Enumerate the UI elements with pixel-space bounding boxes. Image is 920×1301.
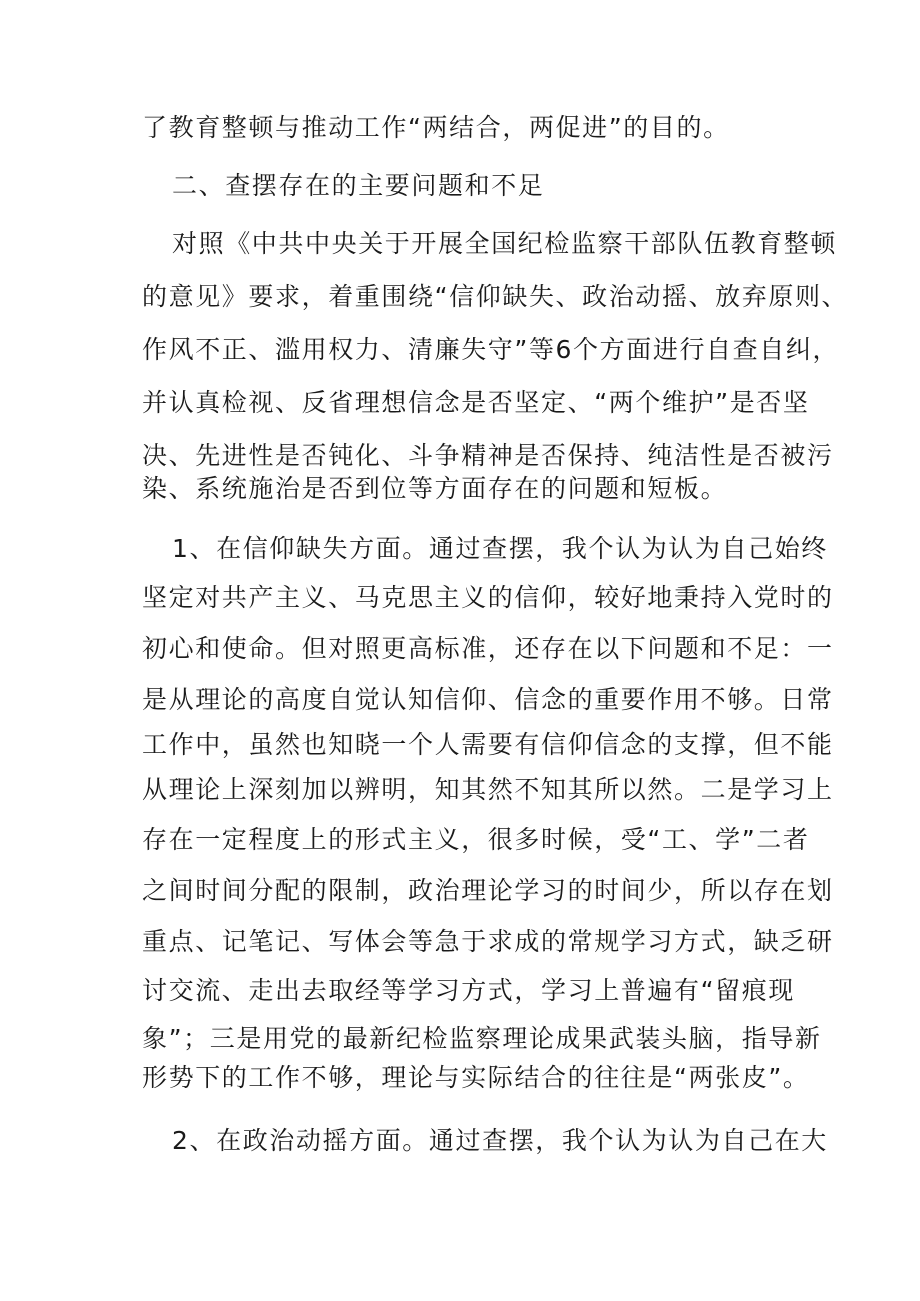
paragraph-line: 存在一定程度上的形式主义，很多时候，受“工、学”二者 xyxy=(142,825,810,854)
paragraph-line: 坚定对共产主义、马克思主义的信仰，较好地秉持入党时的 xyxy=(142,583,834,612)
paragraph-line: 2、在政治动摇方面。通过查摆，我个认为认为自己在大 xyxy=(172,1126,828,1155)
paragraph-line: 1、在信仰缺失方面。通过查摆，我个认为认为自己始终 xyxy=(172,534,828,563)
paragraph-line: 重点、记笔记、写体会等急于求成的常规学习方式，缺乏研 xyxy=(142,927,834,956)
paragraph-line: 象”；三是用党的最新纪检监察理论成果武装头脑，指导新 xyxy=(142,1024,822,1053)
section-heading: 二、查摆存在的主要问题和不足 xyxy=(172,171,545,200)
paragraph-line: 讨交流、走出去取经等学习方式，学习上普遍有“留痕现 xyxy=(142,976,795,1005)
paragraph-line: 初心和使命。但对照更高标准，还存在以下问题和不足：一 xyxy=(142,634,834,663)
paragraph-line: 作风不正、滥用权力、清廉失守”等6个方面进行自查自纠， xyxy=(142,335,840,364)
paragraph-line: 的意见》要求，着重围绕“信仰缺失、政治动摇、放弃原则、 xyxy=(142,282,849,311)
paragraph-line: 了教育整顿与推动工作“两结合，两促进”的目的。 xyxy=(142,113,730,142)
paragraph-line: 并认真检视、反省理想信念是否坚定、“两个维护”是否坚 xyxy=(142,388,810,417)
paragraph-line: 工作中，虽然也知晓一个人需要有信仰信念的支撑，但不能 xyxy=(142,730,834,759)
paragraph-line: 从理论上深刻加以辨明，知其然不知其所以然。二是学习上 xyxy=(142,775,834,804)
paragraph-line: 是从理论的高度自觉认知信仰、信念的重要作用不够。日常 xyxy=(142,685,834,714)
paragraph-line: 染、系统施治是否到位等方面存在的问题和短板。 xyxy=(142,474,728,503)
paragraph-line: 之间时间分配的限制，政治理论学习的时间少，所以存在划 xyxy=(142,876,834,905)
paragraph-line: 形势下的工作不够，理论与实际结合的往往是“两张皮”。 xyxy=(142,1063,810,1092)
paragraph-line: 决、先进性是否钝化、斗争精神是否保持、纯洁性是否被污 xyxy=(142,441,834,470)
paragraph-line: 对照《中共中央关于开展全国纪检监察干部队伍教育整顿 xyxy=(172,229,838,258)
